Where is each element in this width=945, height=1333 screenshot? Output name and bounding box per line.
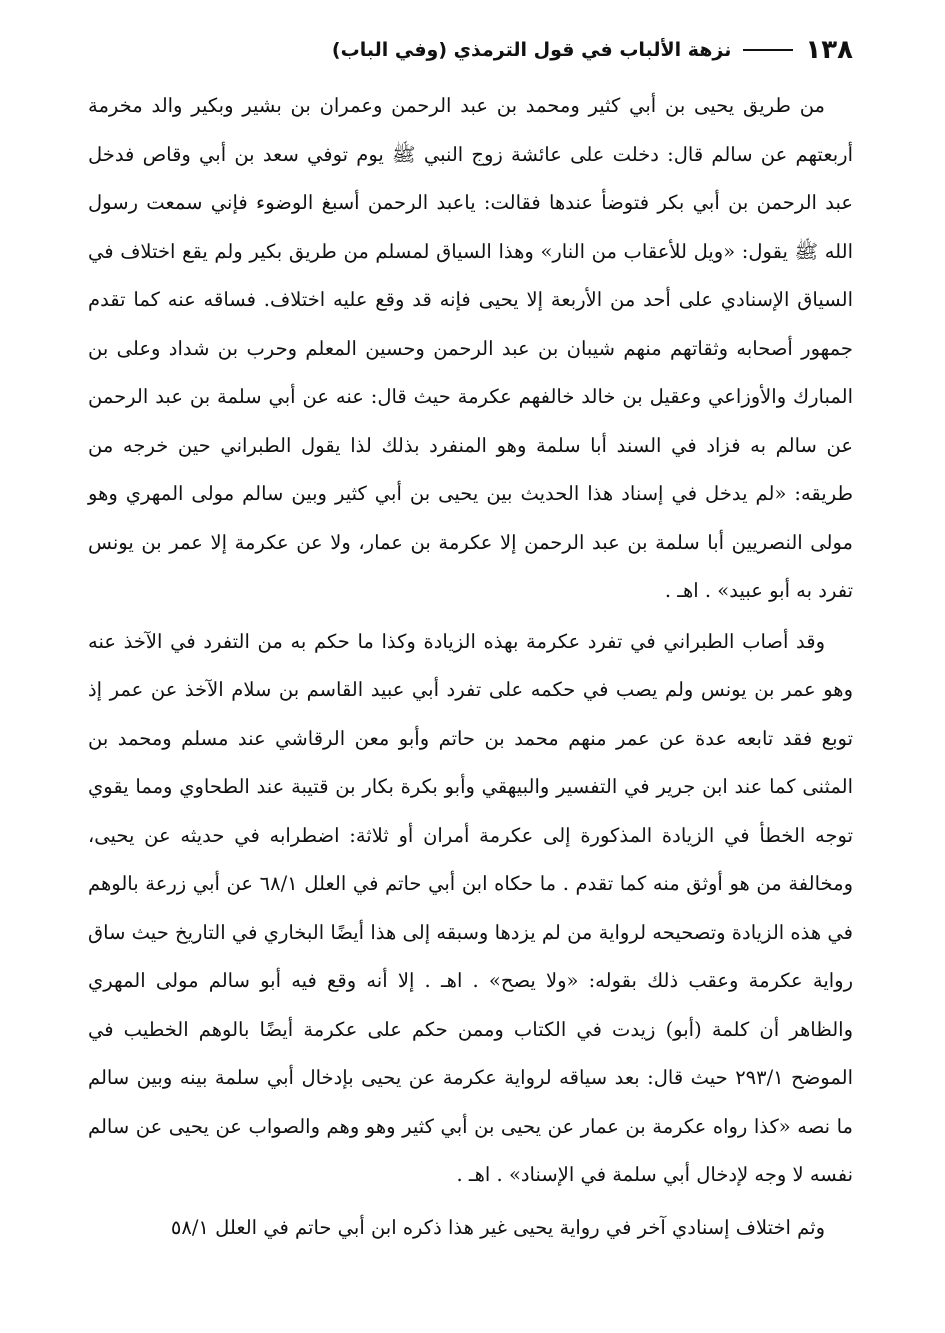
running-title: نزهة الألباب في قول الترمذي (وفي الباب) [331, 39, 732, 61]
body-text [88, 82, 853, 1252]
page-number: ١٣٨ [805, 35, 853, 65]
paragraph: وقد أصاب الطبراني في تفرد عكرمة بهذه الزيادة وكذا ما حكم به من التفرد في الآخذ عنه وهو عمر بن يونس ولم يصب في حكمه على تفرد أبي عبيد القاسم بن سلام الآخذ عن عمر إذ توبع فقد تابعه عدة عن عمر منهم محمد بن حاتم وأبو معن الرقاشي عند مسلم ومحمد بن المثنى كما عند ابن جرير في التفسير والبيهقي وأبو بكرة بكار بن قتيبة عند الطحاوي ومما يقوي توجه الخطأ في الزيادة المذكورة إلى عكرمة أمران أو ثلاثة: اضطرابه في حديثه عن يحيى، ومخالفة من هو أوثق منه كما تقدم . ما حكاه ابن أبي حاتم في العلل ٦٨/١ عن أبي زرعة بالوهم في هذه الزيادة وتصحيحه لرواية من لم يزدها وسبقه إلى هذا أيضًا البخاري في التاريخ حيث ساق رواية عكرمة وعقب ذلك بقوله: «ولا يصح» . اهـ . إلا أنه وقع فيه أبو سالم مولى المهري والظاهر أن كلمة (أبو) زيدت في الكتاب وممن حكم على عكرمة أيضًا بالوهم الخطيب في الموضح ٢٩٣/١ حيث قال: بعد سياقه لرواية عكرمة عن يحيى بإدخال أبي سلمة بينه وبين سالم ما نصه «كذا رواه عكرمة بن عمار عن يحيى بن أبي كثير وهو وهم والصواب عن يحيى عن سالم نفسه لا وجه لإدخال أبي سلمة في الإسناد» . اهـ . [88, 629, 853, 1186]
header-rule [743, 49, 793, 51]
paragraph: وثم اختلاف إسنادي آخر في رواية يحيى غير هذا ذكره ابن أبي حاتم في العلل ٥٨/١ [170, 1215, 825, 1239]
page-header [90, 32, 853, 68]
paragraph: من طريق يحيى بن أبي كثير ومحمد بن عبد الرحمن وعمران بن بشير وبكير والد مخرمة أربعتهم عن سالم قال: دخلت على عائشة زوج النبي ﷺ يوم توفي سعد بن أبي وقاص فدخل عبد الرحمن بن أبي بكر فتوضأ عندها فقالت: ياعبد الرحمن أسبغ الوضوء فإني سمعت رسول الله ﷺ يقول: «ويل للأعقاب من النار» وهذا السياق لمسلم من طريق بكير ولم يقع اختلاف في السياق الإسنادي على أحد من الأربعة إلا يحيى فإنه قد وقع عليه اختلاف. فساقه عنه كما تقدم جمهور أصحابه وثقاتهم منهم شيبان بن عبد الرحمن وحسين المعلم وحرب بن شداد وعلى بن المبارك والأوزاعي وعقيل بن خالد خالفهم عكرمة حيث قال: عنه عن أبي سلمة بن عبد الرحمن عن سالم به فزاد في السند أبا سلمة وهو المنفرد بذلك لذا يقول الطبراني حين خرجه من طريقه: «لم يدخل في إسناد هذا الحديث بين يحيى بن أبي كثير وبين سالم مولى المهري وهو مولى النصريين أبا سلمة بن عبد الرحمن إلا عكرمة بن عمار، ولا عن عكرمة إلا عمر بن يونس تفرد به أبو عبيد» . اهـ . [88, 94, 853, 602]
